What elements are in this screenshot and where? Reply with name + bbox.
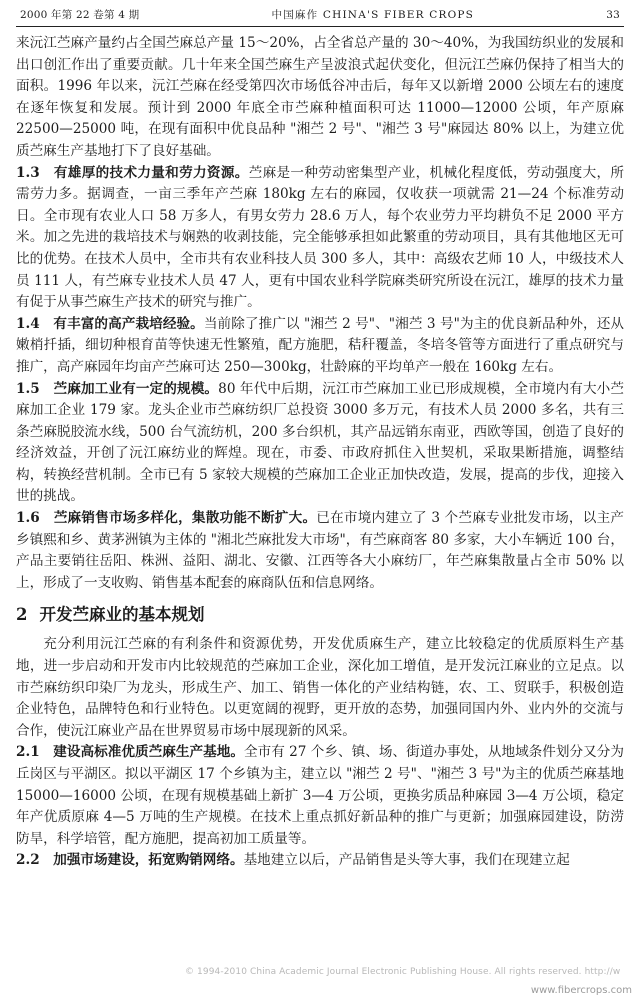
section-2-2 bbox=[16, 850, 624, 872]
paragraph-intro: 来沅江苎麻产量约占全国苎麻总产量 15～20%，占全省总产量的 30～40%，为我国纺织业的发展和出口创汇作出了重要贡献。几十年来全国苎麻生产呈波浪式起伏变化，但沅江苎麻仍保持了相当大的面积。1996 年以来，沅江苎麻在经受第四次市场低谷冲击后，每年又以新增 2000 公顷左右的速度在逐年恢复和发展。预计到 2000 年底全市苎麻种植面积可达 11000—12000 公顷，年产原麻 22500—25000 吨，在现有面积中优良品种 "湘苎 2 号"、"湘苎 3 号"麻园达 80% 以上，为建立优质苎麻生产基地打下了良好基础。 bbox=[16, 35, 624, 159]
section-1-4-text: 当前除了推广以 "湘苎 2 号"、"湘苎 3 号"为主的优良新品种外，还从嫩梢扦插，细切种根育苗等快速无性繁殖，配方施肥，秸秆覆盖，冬培冬管等方面进行了重点研究与推广，高产麻园年均亩产苎麻可达 250—300kg，壮龄麻的平均单产一般在 160kg 左右。 bbox=[16, 315, 624, 375]
section-2-1-heading: 2.1 建设高标准优质苎麻生产基地。 bbox=[16, 744, 244, 761]
section-2-number: 2 bbox=[16, 605, 28, 625]
issue-info: 2000 年第 22 卷第 4 期 bbox=[20, 9, 140, 21]
section-1-6 bbox=[16, 508, 624, 594]
copyright-notice: © 1994-2010 China Academic Journal Electronic Publishing House. All rights reserved. http://w bbox=[185, 967, 621, 977]
site-watermark: www.fibercrops.com bbox=[530, 985, 632, 996]
section-2-1 bbox=[16, 742, 624, 850]
running-header bbox=[16, 8, 624, 27]
section-2-1-text: 全市有 27 个乡、镇、场、街道办事处，从地域条件划分又分为丘岗区与平湖区。拟以平湖区 17 个乡镇为主，建立以 "湘苎 2 号"、"湘苎 3 号"为主的优质苎麻基地 15000—16000 公顷，在现有规模基础上新扩 3—4 万公顷，更换劣质品种麻园 3—4 万公顷，稳定年产优质原麻 4—5 万吨的生产规模。在技术上重点抓好新品种的推广与更新；加强麻园建设，防涝防旱，科学培管，配方施肥，提高初加工质量等。 bbox=[16, 744, 624, 847]
section-2-2-text: 基地建立以后，产品销售是头等大事，我们在现建立起 bbox=[243, 852, 570, 869]
section-1-5 bbox=[16, 379, 624, 509]
section-1-6-heading: 1.6 苎麻销售市场多样化，集散功能不断扩大。 bbox=[16, 510, 317, 527]
paragraph-section-2: 充分利用沅江苎麻的有利条件和资源优势，开发优质麻生产，建立比较稳定的优质原料生产基地，进一步启动和开发市内比较规范的苎麻加工企业，深化加工增值，是开发沅江麻业的立足点。以市苎麻纺织印染厂为龙头，形成生产、加工、销售一体化的产业结构链，农、工、贸联手，积极创造企业特色，品牌特色和行业特色。以更宽阔的视野，更开放的态势，加强同国内外、业内外的交流与合作，使沅江麻业产品在世界贸易市场中展现新的风采。 bbox=[16, 636, 624, 739]
section-1-3-heading: 1.3 有雄厚的技术力量和劳力资源。 bbox=[16, 164, 249, 181]
section-1-3-text: 苎麻是一种劳动密集型产业，机械化程度低，劳动强度大，所需劳力多。据调查，一亩三季年产苎麻 180kg 左右的麻园，仅收获一项就需 21—24 个标准劳动日。全市现有农业人口 58 万多人，有男女劳力 28.6 万人，每个农业劳力平均耕负不足 2000 平方米。加之先进的栽培技术与娴熟的收剥技能，完全能够承担如此繁重的劳动项目，具有其他地区无可比的优势。在技术人员中，全市共有农业科技人员 300 多人，其中：高级农艺师 10 人，中级技术人员 111 人，有苎麻专业技术人员 47 人，更有中国农业科学院麻类研究所设在沅江，雄厚的技术力量有促于从事苎麻生产技术的研究与推广。 bbox=[16, 164, 625, 311]
section-2-title: 开发苎麻业的基本规划 bbox=[39, 605, 205, 625]
section-1-6-text: 已在市境内建立了 3 个苎麻专业批发市场，以主产乡镇熙和乡、黄茅洲镇为主体的 "湘北苎麻批发大市场"，有苎麻商客 80 多家，大小车辆近 100 台，产品主要销往岳阳、株洲、益阳、湖北、安徽、江西等各大小麻纺厂，年苎麻集散量占全市 50% 以上，形成了一支收购、销售基本配套的麻商队伍和信息网络。 bbox=[16, 510, 624, 591]
section-2-2-heading: 2.2 加强市场建设，拓宽购销网络。 bbox=[16, 852, 244, 869]
section-1-5-heading: 1.5 苎麻加工业有一定的规模。 bbox=[16, 380, 219, 397]
section-1-4 bbox=[16, 314, 624, 379]
section-1-3 bbox=[16, 163, 624, 314]
section-1-4-heading: 1.4 有丰富的高产栽培经验。 bbox=[16, 315, 204, 332]
page-number: 33 bbox=[606, 9, 620, 21]
section-1-5-text: 80 年代中后期，沅江市苎麻加工业已形成规模，全市境内有大小苎麻加工企业 179 家。龙头企业市苎麻纺织厂总投资 3000 多万元，有技术人员 2000 多名，共有三条苎麻脱胶流水线，500 台气流纺机，200 多台织机，其产品远销东南亚，西欧等国，创造了良好的经济效益，开创了沅江麻纺业的辉煌。现在，市委、市政府抓住入世契机，采取果断措施，调整结构，转换经营机制。全市已有 5 家较大规模的苎麻加工企业正加快改造，发展，提高的步伐，迎接入世的挑战。 bbox=[16, 380, 624, 505]
section-2-heading bbox=[16, 603, 624, 627]
journal-title: 中国麻作 CHINA'S FIBER CROPS bbox=[271, 9, 475, 21]
article-body bbox=[16, 33, 624, 872]
